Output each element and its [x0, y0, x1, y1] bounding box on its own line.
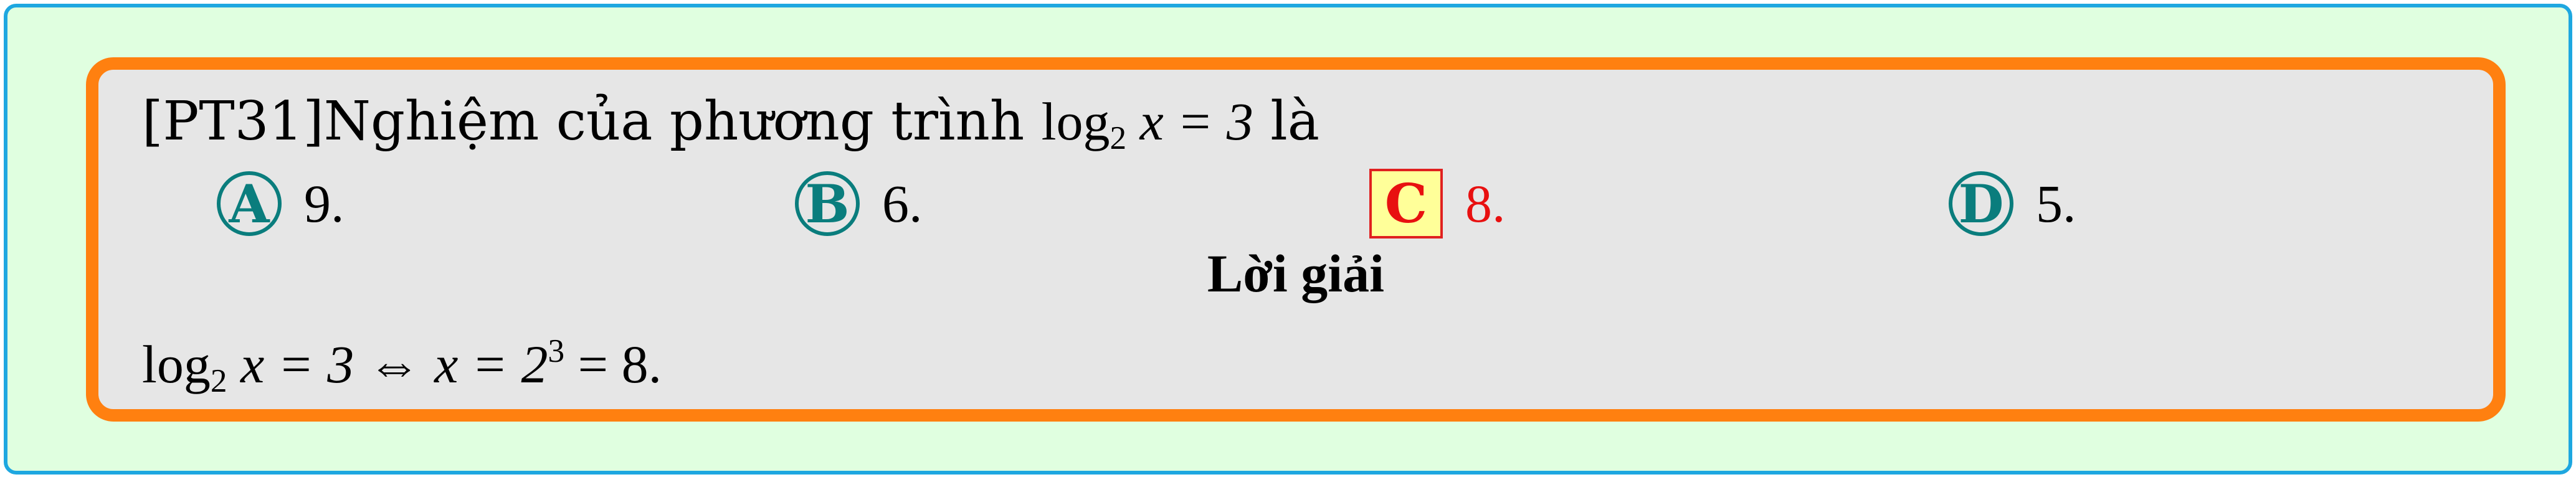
- option-c-badge: [1369, 169, 1443, 238]
- option-b-badge: [795, 171, 860, 236]
- option-a-value: 9.: [304, 174, 345, 234]
- option-c-value: 8.: [1465, 174, 1506, 234]
- question-suffix: là: [1253, 90, 1319, 153]
- option-c[interactable]: [1369, 163, 1506, 244]
- option-c-letter: C: [1384, 172, 1428, 235]
- question-tag: [PT31]: [142, 90, 324, 153]
- question-log: log: [1041, 92, 1110, 151]
- solution-exponent: 3: [548, 332, 565, 369]
- solution-text: [142, 316, 662, 415]
- solution-log: log: [142, 334, 211, 395]
- option-d-value: 5.: [2036, 174, 2076, 234]
- outer-frame: [4, 4, 2572, 475]
- question-prompt: Nghiệm của phương trình: [323, 90, 1042, 153]
- question-box: [86, 57, 2506, 422]
- question-equation-body: x = 3: [1126, 92, 1253, 151]
- option-b[interactable]: [795, 163, 923, 244]
- option-b-value: 6.: [882, 174, 923, 234]
- solution-log-base: 2: [210, 361, 227, 399]
- solution-part2: = 8.: [564, 334, 662, 395]
- question-content: [98, 70, 2493, 409]
- option-a-badge: [217, 171, 282, 236]
- option-d[interactable]: [1949, 163, 2076, 244]
- option-b-letter: B: [805, 172, 850, 235]
- option-a-letter: A: [229, 172, 270, 235]
- option-d-letter: D: [1958, 172, 2004, 235]
- question-equation: [1041, 92, 1253, 156]
- option-d-badge: [1949, 171, 2013, 236]
- option-a[interactable]: [217, 163, 345, 244]
- question-log-base: 2: [1110, 118, 1127, 156]
- solution-part1: x = 3 ⇔ x = 2: [227, 334, 548, 395]
- solution-heading: Lời giải: [1207, 243, 1385, 303]
- question-text: [142, 87, 1319, 172]
